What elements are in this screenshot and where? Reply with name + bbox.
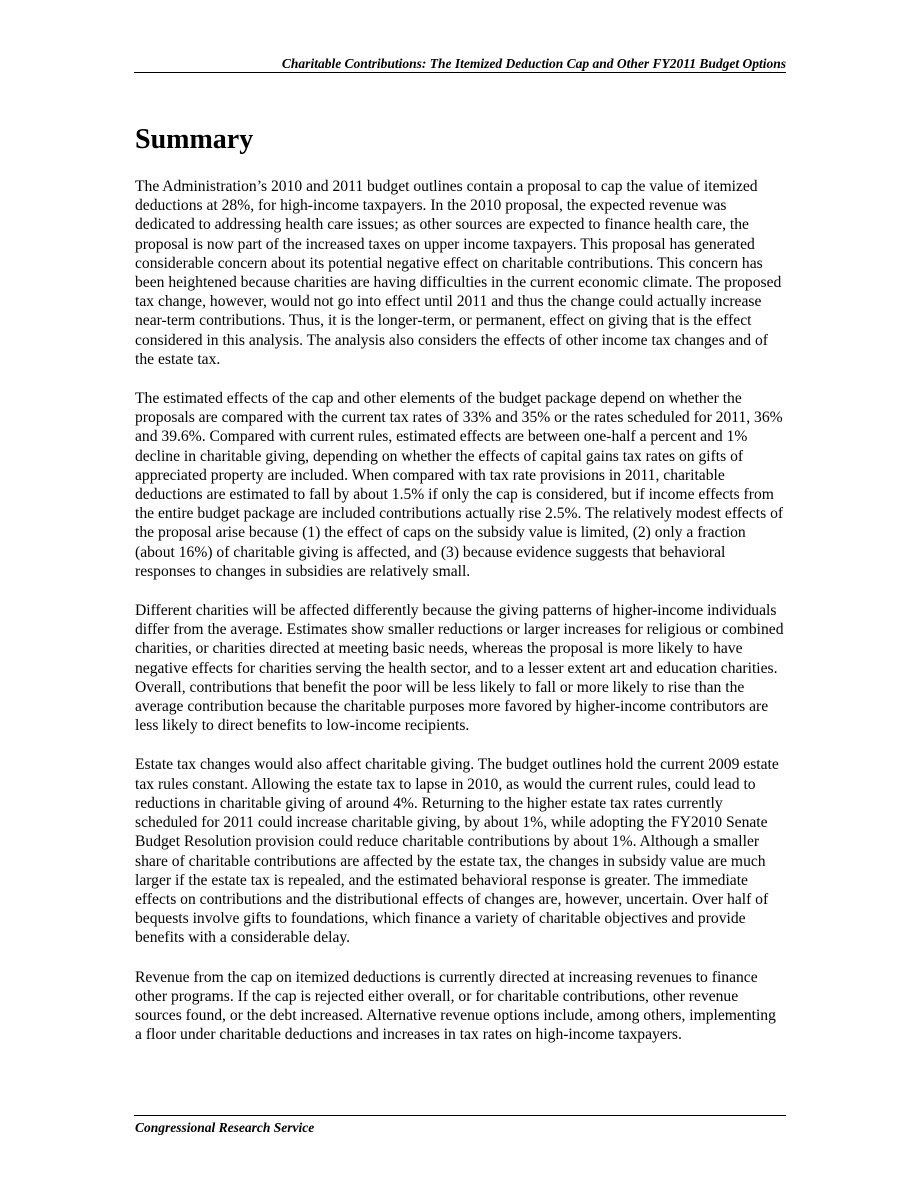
running-header: Charitable Contributions: The Itemized Deduction Cap and Other FY2011 Budget Options <box>281 56 786 71</box>
footer-source: Congressional Research Service <box>135 1120 315 1135</box>
summary-body <box>135 177 785 1064</box>
paragraph-estimated-effects: The estimated effects of the cap and other elements of the budget package depend on whether the proposals are compared with the current tax rates of 33% and 35% or the rates scheduled for 2011, 36% and 39.6%. Compared with current rules, estimated effects are between one-half a percent and 1% decline in charitable giving, depending on whether the effects of capital gains tax rates on gifts of appreciated property are included. When compared with tax rate provisions in 2011, charitable deductions are estimated to fall by about 1.5% if only the cap is considered, but if income effects from the entire budget package are included contributions actually rise 2.5%. The relatively modest effects of the proposal arise because (1) the effect of caps on the subsidy value is limited, (2) only a fraction (about 16%) of charitable giving is affected, and (3) because evidence suggests that behavioral responses to changes in subsidies are relatively small. <box>135 390 784 580</box>
paragraph-charity-differences: Different charities will be affected differently because the giving patterns of higher-income individuals differ from the average. Estimates show smaller reductions or larger increases for religious or combined charities, or charities directed at meeting basic needs, whereas the proposal is more likely to have negative effects for charities serving the health sector, and to a lesser extent art and education charities. Overall, contributions that benefit the poor will be less likely to fall or more likely to rise than the average contribution because the charitable purposes more favored by higher-income contributors are less likely to direct benefits to low-income recipients. <box>135 602 784 735</box>
footer-divider <box>134 1115 786 1116</box>
paragraph-estate-tax: Estate tax changes would also affect charitable giving. The budget outlines hold the current 2009 estate tax rules constant. Allowing the estate tax to lapse in 2010, as would the current rules, could lead to reductions in charitable giving of around 4%. Returning to the higher estate tax rates currently scheduled for 2011 could increase charitable giving, by about 1%, while adopting the FY2010 Senate Budget Resolution provision could reduce charitable contributions by about 1%. Although a smaller share of charitable contributions are affected by the estate tax, the changes in subsidy value are much larger if the estate tax is repealed, and the estimated behavioral response is greater. The immediate effects on contributions and the distributional effects of changes are, however, uncertain. Over half of bequests involve gifts to foundations, which finance a variety of charitable objectives and provide benefits with a considerable delay. <box>135 756 779 947</box>
page-title: Summary <box>135 124 254 155</box>
paragraph-proposal-overview: The Administration’s 2010 and 2011 budget outlines contain a proposal to cap the value of itemized deductions at 28%, for high-income taxpayers. In the 2010 proposal, the expected revenue was dedicated to addressing health care issues; as other sources are expected to finance health care, the proposal is now part of the increased taxes on upper income taxpayers. This proposal has generated considerable concern about its potential negative effect on charitable contributions. This concern has been heightened because charities are having difficulties in the current economic climate. The proposed tax change, however, would not go into effect until 2011 and thus the change could actually increase near-term contributions. Thus, it is the longer-term, or permanent, effect on giving that is the effect considered in this analysis. The analysis also considers the effects of other income tax changes and of the estate tax. <box>135 178 782 368</box>
paragraph-revenue-options: Revenue from the cap on itemized deductions is currently directed at increasing revenues to finance other programs. If the cap is rejected either overall, or for charitable contributions, other revenue sources found, or the debt increased. Alternative revenue options include, among others, implementing a floor under charitable deductions and increases in tax rates on high-income taxpayers. <box>135 968 776 1044</box>
header-divider <box>134 72 786 73</box>
